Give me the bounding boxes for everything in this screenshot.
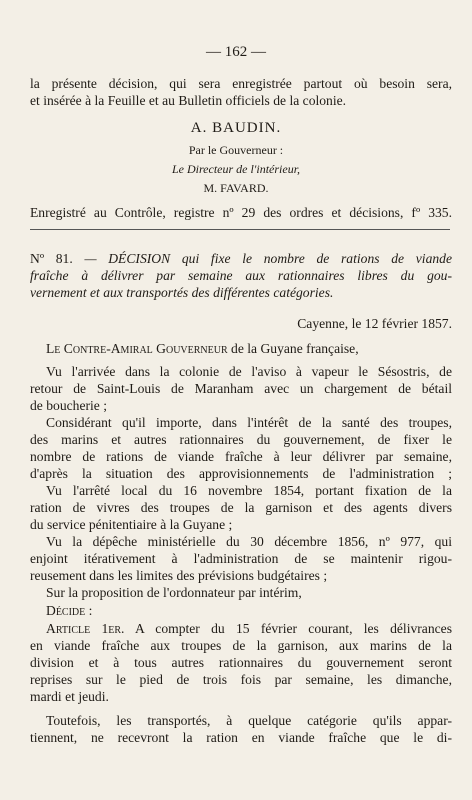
decide-label: Décide : xyxy=(46,603,93,618)
article-line xyxy=(30,620,452,637)
dateline: Cayenne, le 12 février 1857. xyxy=(297,316,452,331)
body-line: Vu l'arrivée dans la colonie de l'aviso à vapeur le Sésostris, de xyxy=(46,364,452,379)
body-line: Vu la dépêche ministérielle du 30 décembre 1856, nº 977, qui xyxy=(46,534,452,549)
text-line: et insérée à la Feuille et au Bulletin officiels de la colonie. xyxy=(30,93,347,108)
article-label: Article 1er. xyxy=(46,621,125,636)
body-line: Toutefois, les transportés, à quelque catégorie qu'ils appar- xyxy=(46,713,452,728)
body-line: ration de vivres des troupes de la garnison et des agents divers xyxy=(30,500,452,515)
page-number: — 162 — xyxy=(206,44,266,60)
registration-line: Enregistré au Contrôle, registre nº 29 des ordres et décisions, fº 335. xyxy=(30,205,452,220)
article-line: en viande fraîche aux troupes de la garnison, aux marins de la xyxy=(30,638,452,653)
body-line: d'après la situation des approvisionnements de l'administration ; xyxy=(30,466,452,481)
body-line: Considérant qu'il importe, dans l'intérêt de la santé des troupes, xyxy=(46,415,452,430)
section-divider xyxy=(30,229,450,230)
text-line: la présente décision, qui sera enregistrée partout où besoin sera, xyxy=(30,76,452,91)
decision-title: — DÉCISION qui fixe le nombre de rations de viande xyxy=(84,251,452,266)
body-line: retour de Saint-Louis de Maranham avec un chargement de bétail xyxy=(30,381,452,396)
body-line: tiennent, ne recevront la ration en viande fraîche que le di- xyxy=(30,730,452,745)
signature-title: Le Directeur de l'intérieur, xyxy=(171,162,301,176)
body-line: du service pénitentiaire à la Guyane ; xyxy=(30,517,233,532)
article-line: division et à tous autres rationnaires du gouvernement seront xyxy=(30,655,452,670)
preamble-rest: de la Guyane française, xyxy=(227,341,359,356)
signature-name: A. BAUDIN. xyxy=(190,120,282,136)
body-line: nombre de rations de viande fraîche à leur délivrer par semaine, xyxy=(30,449,452,464)
body-line: Sur la proposition de l'ordonnateur par intérim, xyxy=(46,585,302,600)
preamble xyxy=(30,340,452,357)
article-text: A compter du 15 février courant, les délivrances xyxy=(124,621,452,636)
body-line: des marins et autres rationnaires du gouvernement, de fixer le xyxy=(30,432,452,447)
decision-heading-line: vernement et aux transportés des différentes catégories. xyxy=(30,285,334,300)
body-line: Vu l'arrêté local du 16 novembre 1854, portant fixation de la xyxy=(46,483,452,498)
article-line: reprises sur le pied de trois fois par semaine, les dimanche, xyxy=(30,672,452,687)
decision-heading-line xyxy=(30,250,452,267)
decision-number: Nº 81. xyxy=(30,251,73,266)
signature-by: Par le Gouverneur : xyxy=(188,143,284,157)
preamble-title: Le Contre-Amiral Gouverneur xyxy=(46,341,228,356)
signature-director: M. FAVARD. xyxy=(203,181,269,195)
body-line: de boucherie ; xyxy=(30,398,107,413)
body-line: reusement dans les limites des prévisions budgétaires ; xyxy=(30,568,328,583)
body-line: enjoint itérativement à l'administration de se maintenir rigou- xyxy=(30,551,452,566)
decision-heading-line: fraîche à délivrer par semaine aux rationnaires libres du gou- xyxy=(30,268,452,283)
article-line: mardi et jeudi. xyxy=(30,689,109,704)
